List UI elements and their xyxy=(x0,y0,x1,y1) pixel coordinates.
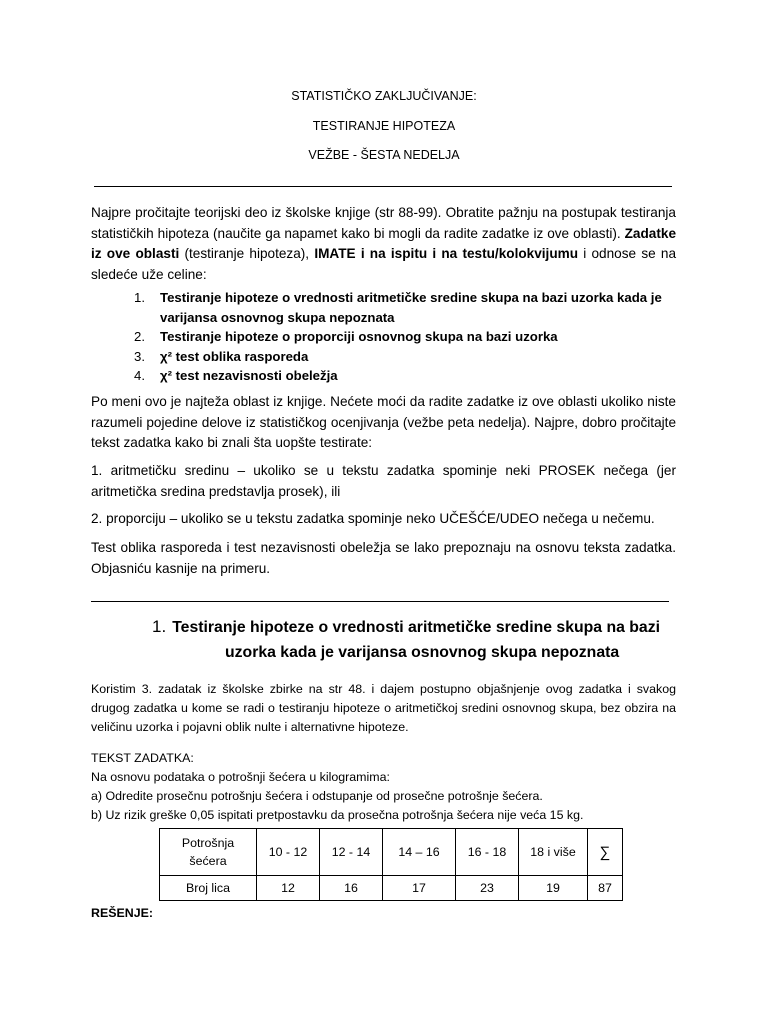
table-header-cell: 16 - 18 xyxy=(456,829,519,876)
section-heading: 1. Testiranje hipoteze o vrednosti aritmetičke sredine skupa na bazi uzorka kada je varijansa osnovnog skupa nepoznata xyxy=(152,617,660,661)
table-cell: 87 xyxy=(588,876,623,901)
table-header-cell: 14 – 16 xyxy=(383,829,456,876)
list-item: 3. χ² test oblika rasporeda xyxy=(134,348,309,364)
tests-paragraph: Test oblika rasporeda i test nezavisnosti obeležja se lako prepoznaju na osnovu teksta zadatka. Objasniću kasnije na primeru. xyxy=(91,540,676,576)
header-divider xyxy=(94,186,672,187)
table-header-cell: 10 - 12 xyxy=(257,829,320,876)
task-text xyxy=(91,749,676,825)
list-item: 1. Testiranje hipoteze o vrednosti aritmetičke sredine skupa na bazi uzorka kada je varijansa osnovnog skupa nepoznata xyxy=(134,290,662,325)
table-cell: 19 xyxy=(519,876,588,901)
section-intro-paragraph: Koristim 3. zadatak iz školske zbirke na str 48. i dajem postupno objašnjenje ovog zadatka i svakog drugog zadatka u kome se radi o testiranju hipoteze o aritmetičkoj sredini osnovnog skupa, bez obzira na veličinu uzorka i pojavni oblik nulte i alternativne hipoteze. xyxy=(91,682,676,734)
list-item: 2. Testiranje hipoteze o proporciji osnovnog skupa na bazi uzorka xyxy=(134,329,558,344)
sugar-consumption-table xyxy=(159,828,623,901)
table-cell: 16 xyxy=(320,876,383,901)
task-line: b) Uz rizik greške 0,05 ispitati pretpostavku da prosečna potrošnja šećera nije veća 15 kg. xyxy=(91,808,584,822)
table-cell: Broj lica xyxy=(160,876,257,901)
doc-title-line1: STATISTIČKO ZAKLJUČIVANJE: xyxy=(291,89,477,103)
task-line: Na osnovu podataka o potrošnji šećera u kilogramima: xyxy=(91,770,390,784)
table-cell: 23 xyxy=(456,876,519,901)
section-divider xyxy=(91,601,669,602)
topics-list xyxy=(134,288,694,386)
intro-paragraph: Najpre pročitajte teorijski deo iz školske knjige (str 88-99). Obratite pažnju na postupak testiranja statističkih hipoteza (naučite ga napamet kako bi mogli da radite zadatke iz ove oblasti). Zadatke iz ove oblasti (testiranje hipoteza), IMATE i na ispitu i na testu/kolokvijumu i odnose se na sledeće uže celine: xyxy=(91,205,677,282)
table-row xyxy=(160,876,623,901)
mean-paragraph: 1. aritmetičku sredinu – ukoliko se u tekstu zadatka spominje neki PROSEK nečega (jer aritmetička sredina predstavlja prosek), ili xyxy=(91,463,676,499)
table-header-cell: ∑ xyxy=(588,829,623,876)
task-line: a) Odredite prosečnu potrošnju šećera i odstupanje od prosečne potrošnje šećera. xyxy=(91,789,543,803)
list-item: 4. χ² test nezavisnosti obeležja xyxy=(134,368,338,383)
doc-title-line2: TESTIRANJE HIPOTEZA xyxy=(312,119,456,133)
intro-bold-1: Zadatke iz ove oblasti xyxy=(91,225,676,261)
table-header-cell: 18 i više xyxy=(519,829,588,876)
table-cell: 12 xyxy=(257,876,320,901)
intro-bold-2: IMATE i na ispitu i na testu/kolokvijumu xyxy=(314,246,579,261)
table-cell: 17 xyxy=(383,876,456,901)
table-header-cell: 12 - 14 xyxy=(320,829,383,876)
table-row xyxy=(160,829,623,876)
task-heading: TEKST ZADATKA: xyxy=(91,751,194,765)
difficulty-paragraph: Po meni ovo je najteža oblast iz knjige. Nećete moći da radite zadatke iz ove oblasti ukoliko niste razumeli pojedine delove iz statističkog ocenjivanja (vežbe peta nedelja). Najpre, dobro pročitajte tekst zadatka kako bi znali šta uopšte testirate: xyxy=(91,394,676,450)
doc-title-line3: VEŽBE - ŠESTA NEDELJA xyxy=(308,148,460,162)
solution-label: REŠENJE: xyxy=(91,906,153,920)
proportion-paragraph: 2. proporciju – ukoliko se u tekstu zadatka spominje neko UČEŠĆE/UDEO nečega u nečemu. xyxy=(91,511,655,526)
table-header-cell: Potrošnja šećera xyxy=(160,829,257,876)
